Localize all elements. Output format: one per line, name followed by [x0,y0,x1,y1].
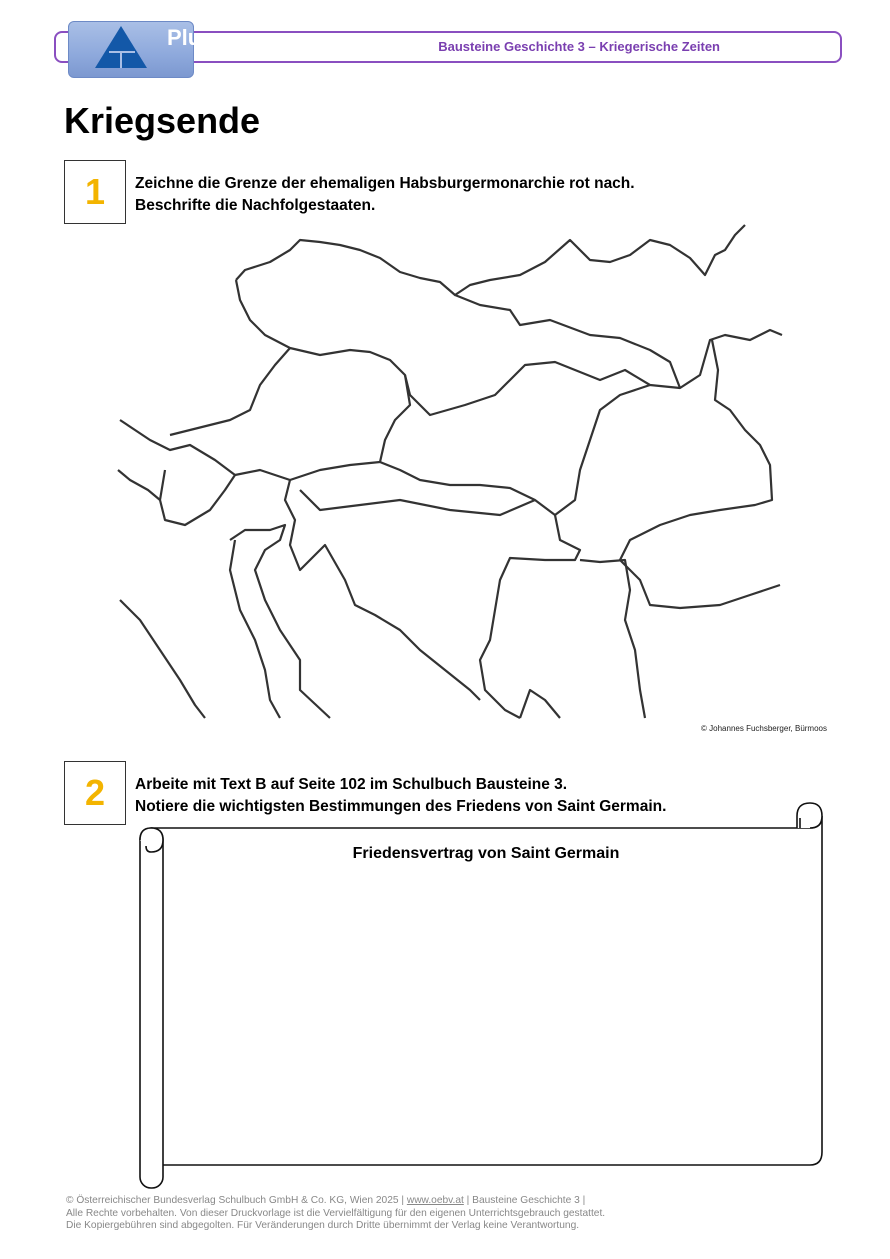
task-1-line-1: Zeichne die Grenze der ehemaligen Habsburgermonarchie rot nach. [135,175,635,192]
footer-book: | Bausteine Geschichte 3 | [463,1195,586,1206]
task-2-line-2: Notiere die wichtigsten Bestimmungen des Friedens von Saint Germain. [135,798,667,815]
task-2-line-1: Arbeite mit Text B auf Seite 102 im Schulbuch Bausteine 3. [135,776,568,793]
logo-text: Plus [167,25,214,50]
publisher-link[interactable]: www.oebv.at [406,1195,464,1206]
header-title: Bausteine Geschichte 3 – Kriegerische Zeiten [438,39,720,54]
footer-copyright: © Österreichischer Bundesverlag Schulbuch GmbH & Co. KG, Wien 2025 | [66,1195,407,1206]
task-number-2: 2 [64,761,126,825]
footer [66,1195,605,1233]
map-credit: © Johannes Fuchsberger, Bürmoos [701,724,827,733]
scroll-title: Friedensvertrag von Saint Germain [352,845,620,862]
footer-line-3: Die Kopiergebühren sind abgegolten. Für Veränderungen durch Dritte übernimmt der Verlag keine Verantwortung. [66,1220,580,1231]
page-title: Kriegsende [64,100,261,141]
task-1-line-2: Beschrifte die Nachfolgestaaten. [135,197,376,214]
footer-line-2: Alle Rechte vorbehalten. Von dieser Druckvorlage ist die Vervielfältigung für den eigenen Unterrichtsgebrauch gestattet. [66,1207,606,1219]
task-number-1: 1 [64,160,126,224]
